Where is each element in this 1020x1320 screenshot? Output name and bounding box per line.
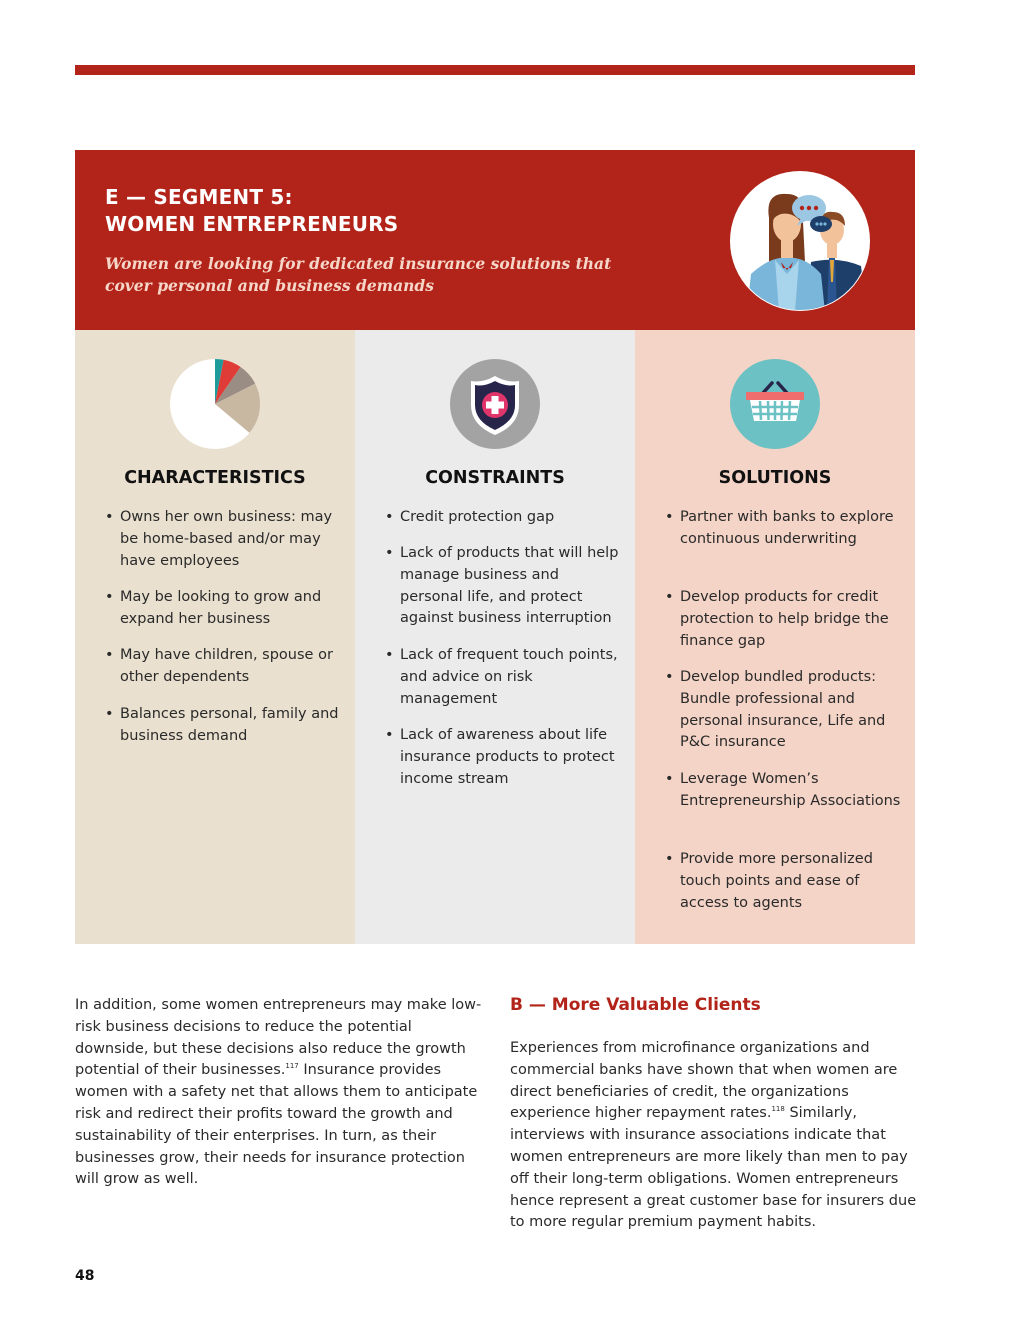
body-left-part-1: In addition, some women entrepreneurs may make low-risk business decisions to reduce the potential downside, but these decisions also reduce the growth potential of their businesses. xyxy=(75,997,482,1079)
body-right-part-1: Experiences from microfinance organizations and commercial banks have shown that when women are direct beneficiaries of credit, the organizations experience higher repayment rates. xyxy=(510,1040,898,1122)
banner-title xyxy=(105,184,398,238)
body-left-part-2: Insurance provides women with a safety net that allows them to anticipate risk and redirect their profits toward the growth and sustainability of their enterprises. In turn, as their businesses grow, their needs for insurance protection will grow as well. xyxy=(75,1062,478,1188)
list-item: • Credit protection gap xyxy=(385,507,625,529)
constraints-panel xyxy=(355,330,635,944)
list-item: • Lack of awareness about life insurance products to protect income stream xyxy=(385,725,625,790)
banner-title-line-1: E — SEGMENT 5: xyxy=(105,185,293,209)
list-item: • May have children, spouse or other dependents xyxy=(105,645,345,689)
list-item: • Balances personal, family and business demand xyxy=(105,704,345,748)
constraints-heading: CONSTRAINTS xyxy=(425,468,565,488)
list-item: • Lack of frequent touch points, and advice on risk management xyxy=(385,645,625,710)
characteristics-heading: CHARACTERISTICS xyxy=(124,468,306,488)
list-item: • Partner with banks to explore continuous underwriting xyxy=(665,507,905,551)
section-heading: B — More Valuable Clients xyxy=(510,995,761,1015)
footnote-marker: 118 xyxy=(771,1105,785,1114)
top-accent-rule xyxy=(75,65,915,75)
list-item: • Develop products for credit protection to help bridge the finance gap xyxy=(665,587,905,652)
basket-icon xyxy=(730,359,820,449)
pie-chart-icon xyxy=(170,359,260,449)
banner-title-line-2: WOMEN ENTREPRENEURS xyxy=(105,212,399,236)
list-item: • May be looking to grow and expand her business xyxy=(105,587,345,631)
banner-subtitle: Women are looking for dedicated insurance solutions that cover personal and business demands xyxy=(105,254,612,295)
footnote-marker: 117 xyxy=(285,1062,299,1071)
segment-banner xyxy=(75,150,915,330)
characteristics-panel xyxy=(75,330,355,944)
body-paragraph-right xyxy=(510,1038,920,1234)
solutions-panel xyxy=(635,330,915,944)
solutions-heading: SOLUTIONS xyxy=(718,468,832,488)
list-item: • Develop bundled products: Bundle professional and personal insurance, Life and P&C insurance xyxy=(665,667,905,754)
shield-plus-icon xyxy=(450,359,540,449)
list-item: • Owns her own business: may be home-based and/or may have employees xyxy=(105,507,345,572)
body-right-part-2: Similarly, interviews with insurance associations indicate that women entrepreneurs are more likely than men to pay off their long-term obligations. Women entrepreneurs hence represent a great customer base for insurers due to more regular premium payment habits. xyxy=(510,1105,917,1231)
list-item: • Lack of products that will help manage business and personal life, and protect against business interruption xyxy=(385,543,625,630)
body-paragraph-left xyxy=(75,995,485,1191)
list-item: • Leverage Women’s Entrepreneurship Associations xyxy=(665,769,905,813)
two-people-chat-icon xyxy=(729,170,871,312)
list-item: • Provide more personalized touch points and ease of access to agents xyxy=(665,849,905,914)
page-number: 48 xyxy=(75,1268,95,1284)
